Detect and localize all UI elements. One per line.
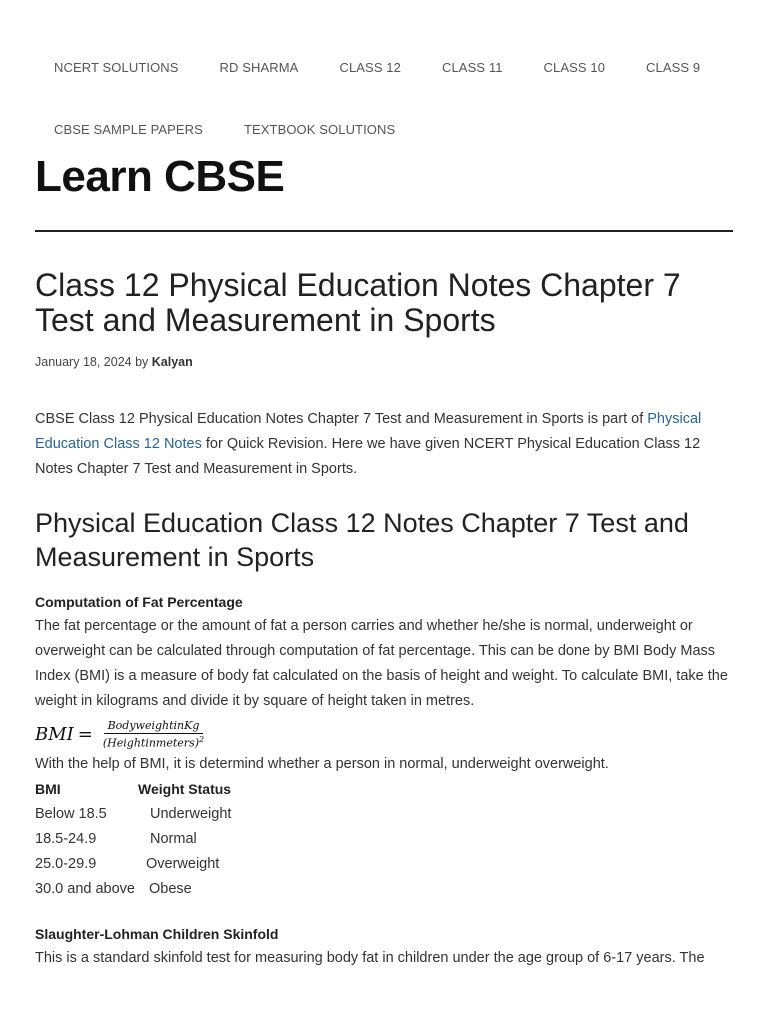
fat-percentage-paragraph: The fat percentage or the amount of fat a person carries and whether he/she is normal, underweight or overweight can be calculated through computation of fat percentage. This can be done by BMI Body Mass Index (BMI) is a measure of body fat calculated on the basis of height and weight. To calculate BMI, take the weight in kilograms and divide it by square of height taken in metres. — [35, 618, 728, 709]
article-meta — [35, 355, 735, 369]
bmi-header-weight-status: Weight Status — [138, 781, 232, 797]
article — [35, 268, 735, 971]
table-row — [35, 852, 735, 877]
section-heading: Physical Education Class 12 Notes Chapter 7 Test and Measurement in Sports — [35, 508, 689, 572]
nav-item-class-9[interactable]: CLASS 9 — [646, 59, 701, 75]
site-title[interactable]: Learn CBSE — [35, 152, 285, 201]
article-title: Class 12 Physical Education Notes Chapter 7 Test and Measurement in Sports — [35, 267, 681, 338]
bmi-range: Below 18.5 — [35, 806, 107, 822]
article-date: January 18, 2024 — [35, 355, 132, 369]
nav-item-ncert-solutions[interactable]: NCERT SOLUTIONS — [54, 59, 179, 75]
nav-item-cbse-sample-papers[interactable]: CBSE SAMPLE PAPERS — [54, 121, 203, 137]
bmi-header-bmi: BMI — [35, 781, 61, 797]
nav-item-class-10[interactable]: CLASS 10 — [543, 59, 606, 75]
formula-exponent: 2 — [199, 734, 205, 744]
nav-item-textbook-solutions[interactable]: TEXTBOOK SOLUTIONS — [243, 121, 396, 137]
bmi-range: 25.0-29.9 — [35, 856, 97, 872]
article-author[interactable]: Kalyan — [151, 355, 193, 369]
nav-item-class-12[interactable]: CLASS 12 — [339, 59, 401, 75]
table-row — [35, 877, 735, 902]
bmi-range: 18.5-24.9 — [35, 831, 97, 847]
header-divider — [35, 230, 733, 232]
bmi-table — [35, 777, 735, 902]
weight-status: Underweight — [150, 806, 232, 822]
table-row — [35, 827, 735, 852]
formula-numerator: BodyweightinKg — [104, 719, 204, 734]
bmi-range: 30.0 and above — [35, 881, 135, 897]
table-row — [35, 802, 735, 827]
weight-status: Normal — [150, 831, 197, 847]
formula-denominator-wrap — [99, 734, 208, 750]
bmi-table-header — [35, 777, 735, 802]
weight-status: Obese — [149, 881, 192, 897]
physical-education-notes-link[interactable]: Physical Education Class 12 Notes — [35, 411, 702, 452]
byline-by: by — [135, 355, 149, 369]
nav-row-secondary — [54, 98, 436, 160]
formula-lhs: BMI — [35, 723, 74, 745]
skinfold-heading: Slaughter-Lohman Children Skinfold — [35, 926, 279, 942]
bmi-formula — [35, 716, 735, 752]
intro-paragraph — [35, 407, 735, 482]
bmi-paragraph: With the help of BMI, it is determind whether a person in normal, underweight overweight. — [35, 756, 609, 772]
intro-text-after: for Quick Revision. Here we have given NCERT Physical Education Class 12 Notes Chapter 7 Test and Measurement in Sports. — [35, 436, 701, 477]
fat-percentage-heading: Computation of Fat Percentage — [35, 594, 243, 610]
weight-status: Overweight — [146, 856, 220, 872]
formula-fraction — [99, 719, 208, 750]
formula-equals: = — [77, 723, 93, 745]
nav-row-primary — [54, 36, 741, 98]
formula-denominator: (Heightinmeters) — [102, 736, 200, 750]
nav-item-class-11[interactable]: CLASS 11 — [441, 59, 503, 75]
skinfold-paragraph: This is a standard skinfold test for measuring body fat in children under the age group of 6-17 years. The — [35, 950, 705, 966]
nav-item-rd-sharma[interactable]: RD SHARMA — [219, 59, 299, 75]
intro-text-before: CBSE Class 12 Physical Education Notes Chapter 7 Test and Measurement in Sports is part of — [35, 411, 648, 427]
